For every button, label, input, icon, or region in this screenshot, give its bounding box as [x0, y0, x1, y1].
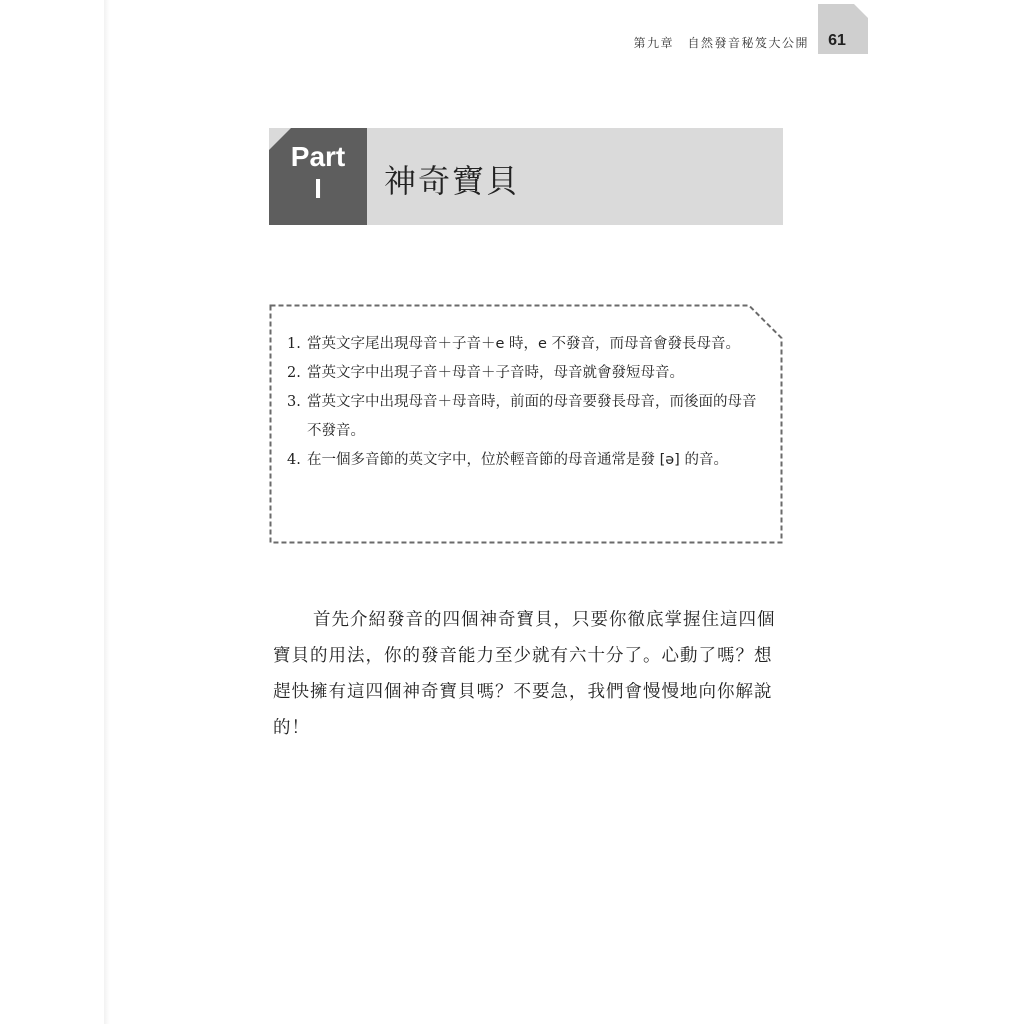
part-banner	[269, 128, 783, 225]
rule-number: 2.	[287, 365, 301, 381]
rule-text: 當英文字中出現子音＋母音＋子音時，母音就會發短母音。	[307, 365, 684, 381]
page-number: 61	[828, 32, 846, 49]
rule-item	[287, 388, 767, 446]
part-label: Part	[290, 141, 346, 172]
rules-box	[269, 304, 783, 544]
part-title: 神奇寶貝	[384, 162, 521, 200]
rule-number: 4.	[287, 452, 301, 468]
rule-text: 在一個多音節的英文字中，位於輕音節的母音通常是發 [ə] 的音。	[307, 452, 728, 468]
part-number: I	[314, 173, 322, 204]
rule-text: 當英文字尾出現母音＋子音＋e 時，e 不發音，而母音會發長母音。	[307, 336, 741, 352]
rule-item	[287, 446, 767, 475]
rule-text: 當英文字中出現母音＋母音時，前面的母音要發長母音，而後面的母音不發音。	[307, 394, 757, 439]
rule-item	[287, 330, 767, 359]
rules-list	[287, 330, 767, 475]
intro-paragraph: 首先介紹發音的四個神奇寶貝，只要你徹底掌握住這四個寶貝的用法，你的發音能力至少就有六十分了。心動了嗎？想趕快擁有這四個神奇寶貝嗎？不要急，我們會慢慢地向你解說的！	[273, 610, 776, 738]
rule-number: 3.	[287, 394, 301, 410]
running-header-title: 第九章 自然發音秘笈大公開	[633, 36, 809, 50]
rule-item	[287, 359, 767, 388]
page-spine-shadow	[104, 0, 110, 1024]
rule-number: 1.	[287, 336, 301, 352]
